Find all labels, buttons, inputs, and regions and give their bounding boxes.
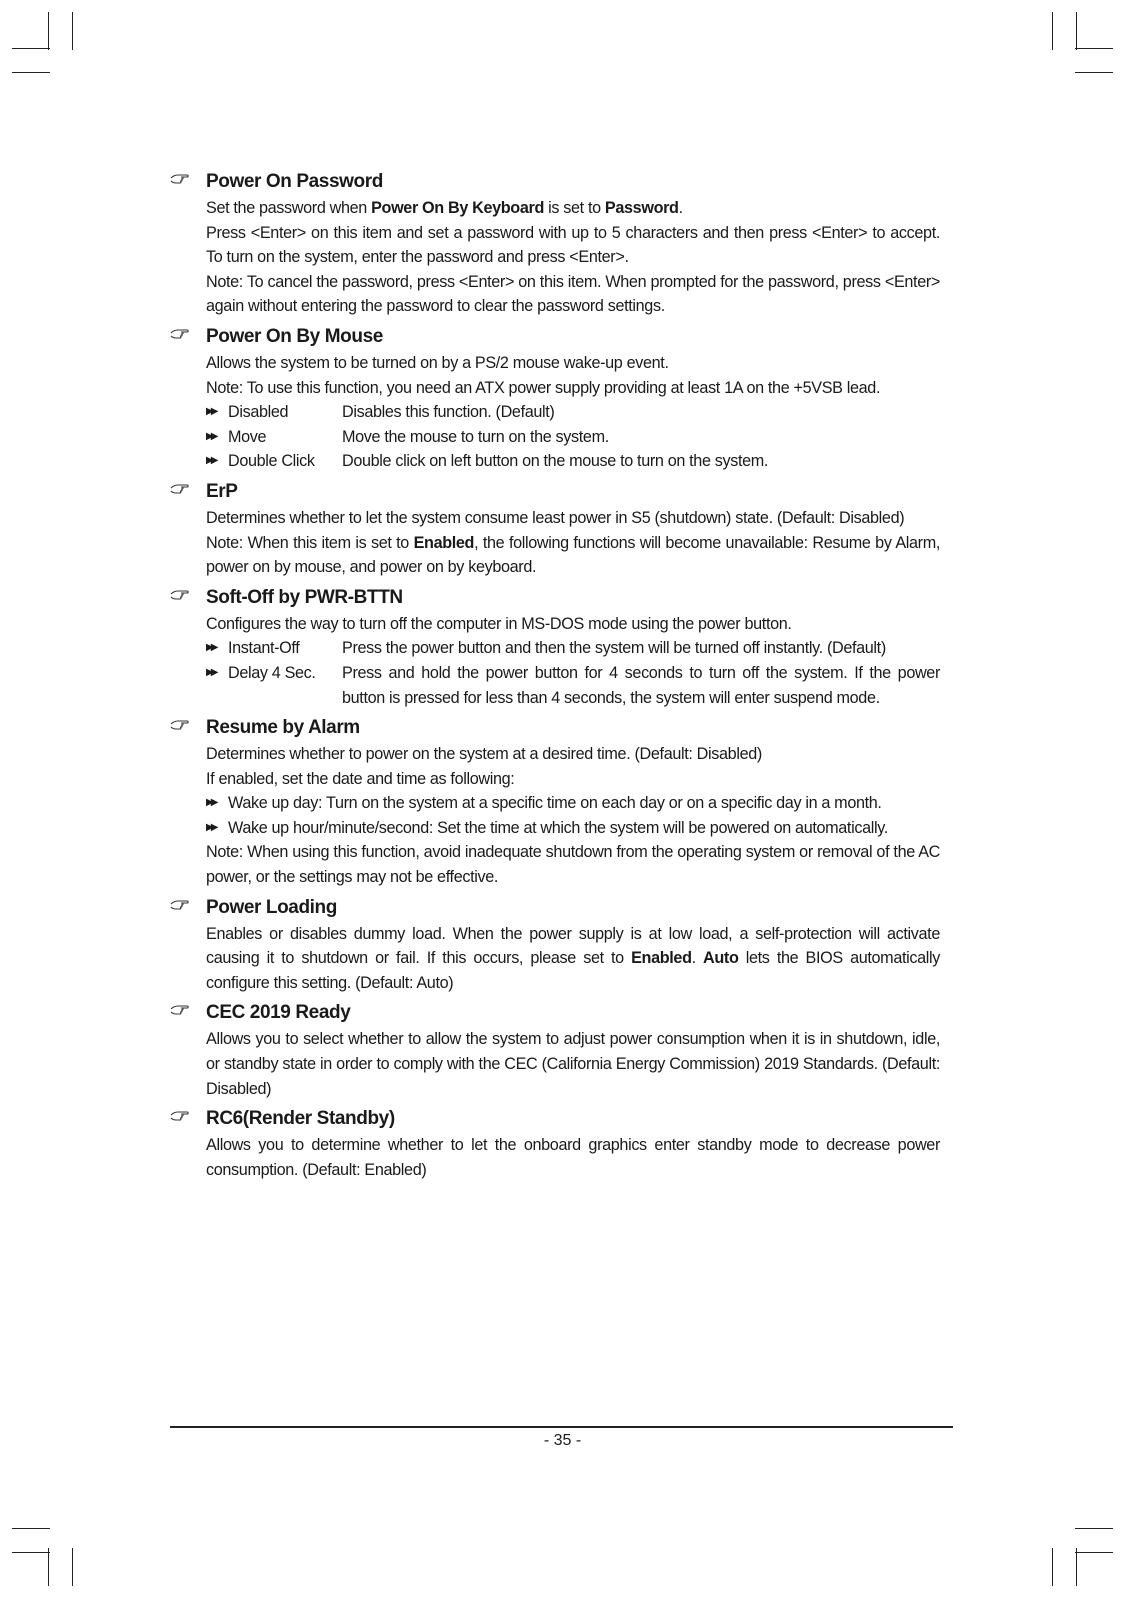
double-arrow-icon: ▶▶ [206, 406, 216, 418]
paragraph [206, 351, 940, 376]
crop-mark [72, 1548, 73, 1586]
setting-section [170, 584, 940, 710]
option-description: Disables this function. (Default) [342, 403, 555, 422]
paragraph [206, 742, 940, 767]
setting-section [170, 168, 940, 319]
setting-description [170, 351, 940, 474]
option-row [206, 400, 940, 425]
text-run: Set the password when [206, 199, 372, 217]
double-arrow-icon: ▶▶ [206, 797, 216, 809]
text-run: Note: To cancel the password, press <Enter> on this item. When prompted for the password, press <Enter> again without entering the password to clear the password settings. [206, 272, 940, 316]
setting-title-row [170, 323, 940, 351]
setting-title: Power Loading [206, 896, 337, 918]
crop-mark [1075, 48, 1113, 49]
setting-title: Resume by Alarm [206, 717, 360, 739]
paragraph [206, 1133, 940, 1182]
text-run: Note: When this item is set to [206, 533, 414, 552]
crop-mark [72, 12, 73, 50]
setting-title-row [170, 168, 940, 196]
paragraph [206, 270, 940, 319]
paragraph [206, 1027, 940, 1101]
setting-description [170, 196, 940, 319]
option-name: Delay 4 Sec. [228, 663, 316, 682]
setting-title: CEC 2019 Ready [206, 1002, 351, 1024]
pointing-hand-icon [170, 896, 190, 914]
paragraph [206, 922, 940, 996]
text-run: Press <Enter> on this item and set a password with up to 5 characters and then press <Enter> to accept. To turn on the system, enter the password and press <Enter>. [206, 223, 940, 267]
setting-description [170, 922, 940, 996]
setting-description [170, 1133, 940, 1182]
crop-mark [1076, 1548, 1077, 1586]
setting-description [170, 742, 940, 890]
text-run: Configures the way to turn off the computer in MS-DOS mode using the power button. [206, 614, 792, 633]
crop-mark [1052, 12, 1053, 50]
option-description: Press and hold the power button for 4 seconds to turn off the system. If the power button is pressed for less than 4 seconds, the system will enter suspend mode. [342, 663, 940, 707]
bullet-text: Wake up day: Turn on the system at a specific time on each day or on a specific day in a month. [228, 794, 882, 813]
setting-description [170, 506, 940, 580]
pointing-hand-icon [170, 480, 190, 498]
setting-title: ErP [206, 480, 238, 502]
setting-section [170, 999, 940, 1101]
double-arrow-icon: ▶▶ [206, 455, 216, 467]
setting-section [170, 714, 940, 890]
paragraph [206, 376, 940, 401]
footer-rule [170, 1426, 953, 1428]
option-row [206, 636, 940, 661]
paragraph [206, 840, 940, 889]
crop-mark [12, 1528, 50, 1529]
setting-title-row [170, 584, 940, 612]
double-arrow-icon: ▶▶ [206, 821, 216, 833]
double-arrow-icon: ▶▶ [206, 430, 216, 442]
text-run: Enables or disables dummy load. When the power supply is at low load, a self-protection will activate causing it to shutdown or fail. If this occurs, please set to [206, 924, 940, 968]
crop-mark [48, 1548, 49, 1586]
crop-mark [48, 12, 49, 50]
text-run: . [678, 199, 683, 217]
setting-section [170, 894, 940, 996]
text-run: Determines whether to let the system consume least power in S5 (shutdown) state. (Default: Disabled) [206, 508, 905, 527]
option-row [206, 449, 940, 474]
option-description: Move the mouse to turn on the system. [342, 427, 609, 446]
pointing-hand-icon [170, 170, 190, 188]
bold-term: Enabled [631, 949, 692, 968]
option-row [206, 425, 940, 450]
bold-term: Auto [703, 949, 739, 968]
paragraph [206, 767, 940, 792]
pointing-hand-icon [170, 325, 190, 343]
crop-mark [12, 72, 50, 73]
setting-section [170, 323, 940, 474]
bullet-item [206, 816, 940, 841]
setting-title-row [170, 1105, 940, 1133]
text-run: Note: To use this function, you need an ATX power supply providing at least 1A on the +5VSB lead. [206, 378, 881, 397]
text-run: Determines whether to power on the system at a desired time. (Default: Disabled) [206, 745, 762, 764]
setting-title-row [170, 478, 940, 506]
bold-term: Enabled [413, 533, 475, 552]
paragraph [206, 196, 940, 221]
option-name: Double Click [228, 452, 315, 471]
pointing-hand-icon [170, 1001, 190, 1019]
crop-mark [1075, 1552, 1113, 1553]
bullet-text: Wake up hour/minute/second: Set the time at which the system will be powered on automatically. [228, 818, 888, 837]
paragraph [206, 221, 940, 270]
option-description: Press the power button and then the system will be turned off instantly. (Default) [342, 639, 886, 658]
setting-section [170, 1105, 940, 1182]
bold-term: Password [604, 199, 679, 217]
option-row [206, 661, 940, 710]
setting-title: Power On By Mouse [206, 325, 383, 347]
setting-section [170, 478, 940, 580]
pointing-hand-icon [170, 1107, 190, 1125]
crop-mark [1075, 72, 1113, 73]
text-run: is set to [543, 199, 605, 217]
text-run: If enabled, set the date and time as following: [206, 769, 515, 788]
pointing-hand-icon [170, 716, 190, 734]
setting-title-row [170, 999, 940, 1027]
setting-title-row [170, 714, 940, 742]
crop-mark [1076, 12, 1077, 50]
document-content [170, 168, 940, 1186]
paragraph [206, 531, 940, 580]
text-run: . [691, 949, 704, 968]
double-arrow-icon: ▶▶ [206, 642, 216, 654]
option-name: Move [228, 427, 267, 446]
option-name: Instant-Off [228, 639, 300, 658]
text-run: , the following functions will become unavailable: Resume by Alarm, power on by mouse, and power on by keyboard. [206, 533, 940, 577]
paragraph [206, 612, 940, 637]
setting-title-row [170, 894, 940, 922]
option-name: Disabled [228, 403, 289, 422]
crop-mark [1052, 1548, 1053, 1586]
text-run: Note: When using this function, avoid inadequate shutdown from the operating system or removal of the AC power, or the settings may not be effective. [206, 843, 940, 887]
crop-mark [1075, 1528, 1113, 1529]
bold-term: Power On By Keyboard [371, 199, 544, 217]
paragraph [206, 506, 940, 531]
crop-mark [12, 48, 50, 49]
setting-title: RC6(Render Standby) [206, 1108, 395, 1130]
setting-description [170, 1027, 940, 1101]
bullet-item [206, 791, 940, 816]
option-description: Double click on left button on the mouse to turn on the system. [342, 452, 769, 471]
pointing-hand-icon [170, 586, 190, 604]
setting-description [170, 612, 940, 710]
text-run: Allows the system to be turned on by a PS/2 mouse wake-up event. [206, 353, 669, 372]
text-run: Allows you to determine whether to let the onboard graphics enter standby mode to decrease power consumption. (Default: Enabled) [206, 1136, 940, 1179]
setting-title: Soft-Off by PWR-BTTN [206, 586, 403, 608]
page-number: - 35 - [543, 1432, 582, 1449]
crop-mark [12, 1552, 50, 1553]
double-arrow-icon: ▶▶ [206, 666, 216, 678]
text-run: Allows you to select whether to allow the system to adjust power consumption when it is in shutdown, idle, or standby state in order to comply with the CEC (California Energy Commission) 2019 Standards. (Default: Disabled) [206, 1030, 940, 1098]
setting-title: Power On Password [206, 171, 383, 192]
text-run: lets the BIOS automatically configure this setting. (Default: Auto) [206, 949, 940, 992]
